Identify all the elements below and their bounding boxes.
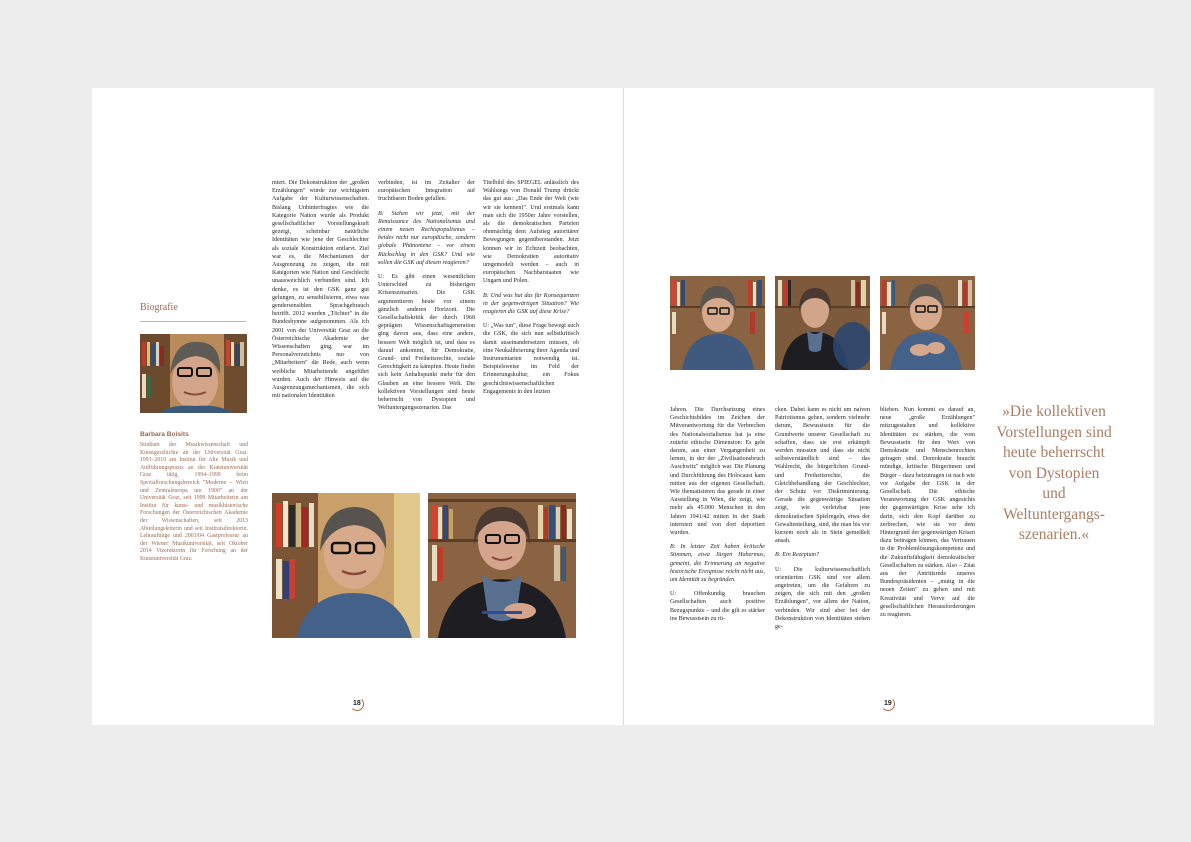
- pull-quote: »Die kollektiven Vorstellungen sind heute beherrscht von Dystopien und Weltuntergangs-szenarien.«: [996, 403, 1112, 543]
- article-column-4: [670, 406, 765, 629]
- portrait-photo-bio: [140, 334, 247, 413]
- page-number-text: 18: [353, 700, 361, 707]
- interview-question: B: Ein Rezeptum?: [775, 552, 819, 559]
- paragraph: blieben. Nun kommt es darauf an, neue „große Erzählungen" mitzugestalten und kollektive Identitäten zu stärken, die vom Bewusstsein für den Wert von Demokratie und Menschenrechten getragen sind. Demokratie braucht mündige, kritische Bürgerinnen und Bürger – dazu beizutragen ist nach wie vor Aufgabe der GSK in der Gesellschaft. Die ethische Verantwortung der GSK angesichts der gegenwärtigen Krise sehe ich darin, sich den Kopf darüber zu zerbrechen, wie sie vor dem Hintergrund der gegenwärtigen Krisen dazu beitragen können, das Vertrauen in die Problemlösungskompetenz und die Zukunftsfähigkeit demokratischer Gesellschaften zu stärken. Also – Zitat aus der Antrittsrede unseres Bundespräsidenten – „mutig in die neuen Zeiten" zu gehen und mit Kreativität und Verve auf die gesellschaftlichen Herausforderungen zu reagieren.: [880, 407, 975, 619]
- article-column-5: [775, 406, 870, 637]
- paragraph: U: Offenkundig brauchen Gesellschaften auch positive Bezugspunkte – und die gilt es stärker ins Bewusstsein zu rü-: [670, 591, 765, 622]
- article-column-2: [378, 179, 475, 418]
- portrait-photo-large-1: [272, 493, 420, 638]
- paragraph: Jahren. Die Durchsetzung eines Geschichtsbildes im Zeichen der Mitverantwortung für die Verbrechen des Nationalsozialismus hat ja eine zutiefst ethische Dimension: Es geht darum, aus einer Vergangenheit zu lernen, in der der „Zivilisationsbruch Auschwitz" möglich war. Die Planung und Durchführung des Holocaust kam mitten aus der eigenen Gesellschaft. Wie thematisieren das gerade in einer Ausstellung in Wien, die zeigt, wie mehr als 45.000 Menschen in den Jahren 1941/42 mitten in der Stadt interniert und von dort deportiert wurden.: [670, 407, 765, 537]
- paragraph: Titelbild des SPIEGEL anlässlich des Wahlsiegs von Donald Trump drückt das gut aus: „Das Ende der Welt (wie wir sie kennen)". Und erstmals kann man sich die 1950er Jahre vorstellen, als die demokratischen Parteien ohnmächtig dem Aufstieg autoritärer Bewegungen gegenüberstanden. Jetzt können wir in Echtzeit beobachten, wie Demokratien autoritativ umgemodelt werden – auch in europäischen Nachbarstaaten wie Ungarn und Polen.: [483, 180, 579, 285]
- bio-heading: Biografie: [140, 302, 178, 313]
- left-page: [92, 88, 624, 725]
- page-number-left: [353, 700, 361, 707]
- portrait-photo-small-1: [670, 276, 765, 370]
- portrait-photo-small-2: [775, 276, 870, 370]
- page-number-ring: [350, 697, 364, 711]
- page-number-ring: [881, 697, 895, 711]
- portrait-photo-large-2: [428, 493, 576, 638]
- paragraph: U: „Was tun", diese Frage bewegt auch die GSK, die sich nun selbstkritisch damit auseinandersetzen müssen, ob eine Neukalibrierung ihrer Agenda und Instrumentarien notwendig ist. Beispielsweise im Feld der Erinnerungskultur, ein Fokus geschichtswissenschaftlichen Engagements in den letzten: [483, 323, 579, 395]
- paragraph: U: Die kulturwissenschaftlich orientierten GSK sind vor allem angetreten, um die Gefahren zu zeigen, die sich mit den „großen Erzählungen", vor allem der Nation, verbinden. Wir sind aber bei der Dekonstruktion von Identitäten stehen ge-: [775, 566, 870, 631]
- bio-divider: [140, 321, 246, 322]
- article-column-1: [272, 179, 369, 406]
- interview-question: B: Und was hat das für Konsequenzen in der gegenwärtigen Situation? Wie reagieren die GSK auf diese Krise?: [483, 292, 579, 316]
- paragraph: miert. Die Dekonstruktion der „großen Erzählungen" wurde zur wichtigsten Aufgabe der Kulturwissenschaften. Bislang Unhinterfragtes wie die Kategorie Nation wurde als Produkt gesellschaftlicher Vorstellungskraft gezeigt, scheinbar natürliche Identitäten wie jene der Geschlechter als soziale Konstruktion entlarvt. Ziel war es, die Mechanismen der Ausgrenzung zu zeigen, die mit Kategorien wie Nation und Geschlecht unausweichlich verbunden sind. Ich denke, es ist den GSK ganz gut gelungen, zu sensibilisieren, etwa was gendersensiblen Sprachgebrauch betrifft. 2012 wurden „Töchter" in die Bundeshymne aufgenommen. Als ich 2001 von der Universität Graz an die Österreichische Akademie der Wissenschaften ging, war im Personalverzeichnis nur von „Mitarbeitern" die Rede, auch wenn weibliche Mitarbeitende angeführt wurden. Auch der Hinweis auf die Ausgrenzungsmechanismen, die sich mit nationalen Identitäten: [272, 180, 369, 400]
- portrait-photo-small-3: [880, 276, 975, 370]
- right-page: [624, 88, 1154, 725]
- paragraph: U: Es gibt einen wesentlichen Unterschied zu bisherigen Krisenszenarien. Die GSK argumentieren heute vor einem gänzlich anderen Horizont. Die Gesellschaftskritik der durch 1968 geprägten Wissenschaftsgeneration ging davon aus, dass eine andere, bessere Welt möglich ist, und dass es darauf ankommt, für Demokratie, Grund- und Freiheitsrechte, soziale Gerechtigkeit zu kämpfen. Heute findet sich kein Anhaltspunkt mehr für den Glauben an eine bessere Welt. Die kollektiven Vorstellungen sind heute beherrscht von Dystopien und Weltuntergangsszenarien. Das: [378, 274, 475, 412]
- interview-question: B: In letzter Zeit haben kritische Stimmen, etwa Jürgen Habermas, gemeint, die Erinnerung an negative historische Ereignisse reicht nicht aus, um Identität zu begründen.: [670, 544, 765, 584]
- page-number-right: [884, 700, 892, 707]
- bio-name: Barbara Boisits: [140, 431, 189, 438]
- interview-question: B: Stehen wir jetzt, mit der Renaissance des Nationalismus und einem neuen Rechtspopulismus – beides nicht nur europäische, sondern globale Phänomene – vor einem Rückschlag in den GSK? Und wie sollen die GSK auf diesen reagieren?: [378, 210, 475, 266]
- article-column-3: [483, 179, 579, 402]
- bio-text: Studium der Musikwissenschaft und Kunstgeschichte an der Universität Graz. 1991–2010 am Institut für Alte Musik und Aufführungspraxis an der Kunstuniversität Graz tätig, 1994–1999 beim Spezialforschungsbereich "Moderne – Wien und Zentraleuropa um 1900" an der Universität Graz, seit 1999 Mitarbeiterin am Institut für kunst- und musikhistorische Forschungen der Österreichischen Akademie der Wissenschaften, seit 2013 Abteilungsleiterin und seit Institutsdirektorin. Lehraufträge und 2003/04 Gastprofessur an der Wiener Musikuniversität, seit Oktober 2014 Vizerektorin für Forschung an der Kunstuniversität Graz.: [140, 442, 248, 562]
- page-number-text: 19: [884, 700, 892, 707]
- paragraph: verbinden, ist im Zeitalter der europäischen Integration auf fruchtbaren Boden gefallen.: [378, 180, 475, 203]
- paragraph: cken. Dabei kann es nicht um naiven Patriotismus gehen, sondern vielmehr darum, Bewusstsein für die Grundwerte unserer Gesellschaft zu schaffen, dass sie erst erkämpft werden mussten und dass sie nicht selbstverständlich sind – das Wahlrecht, die bürgerlichen Grund- und Freiheitsrechte, die Gleichbehandlung der Geschlechter, der Schutz vor Diskriminierung. Gerade die gegenwärtige Situation zeigt, wie verletzbar jene demokratischen Spielregeln, etwa der Gewaltenteilung, sind, die man bis vor kurzem noch als in Stein gemeißelt ansah.: [775, 407, 870, 545]
- article-column-6: [880, 406, 975, 625]
